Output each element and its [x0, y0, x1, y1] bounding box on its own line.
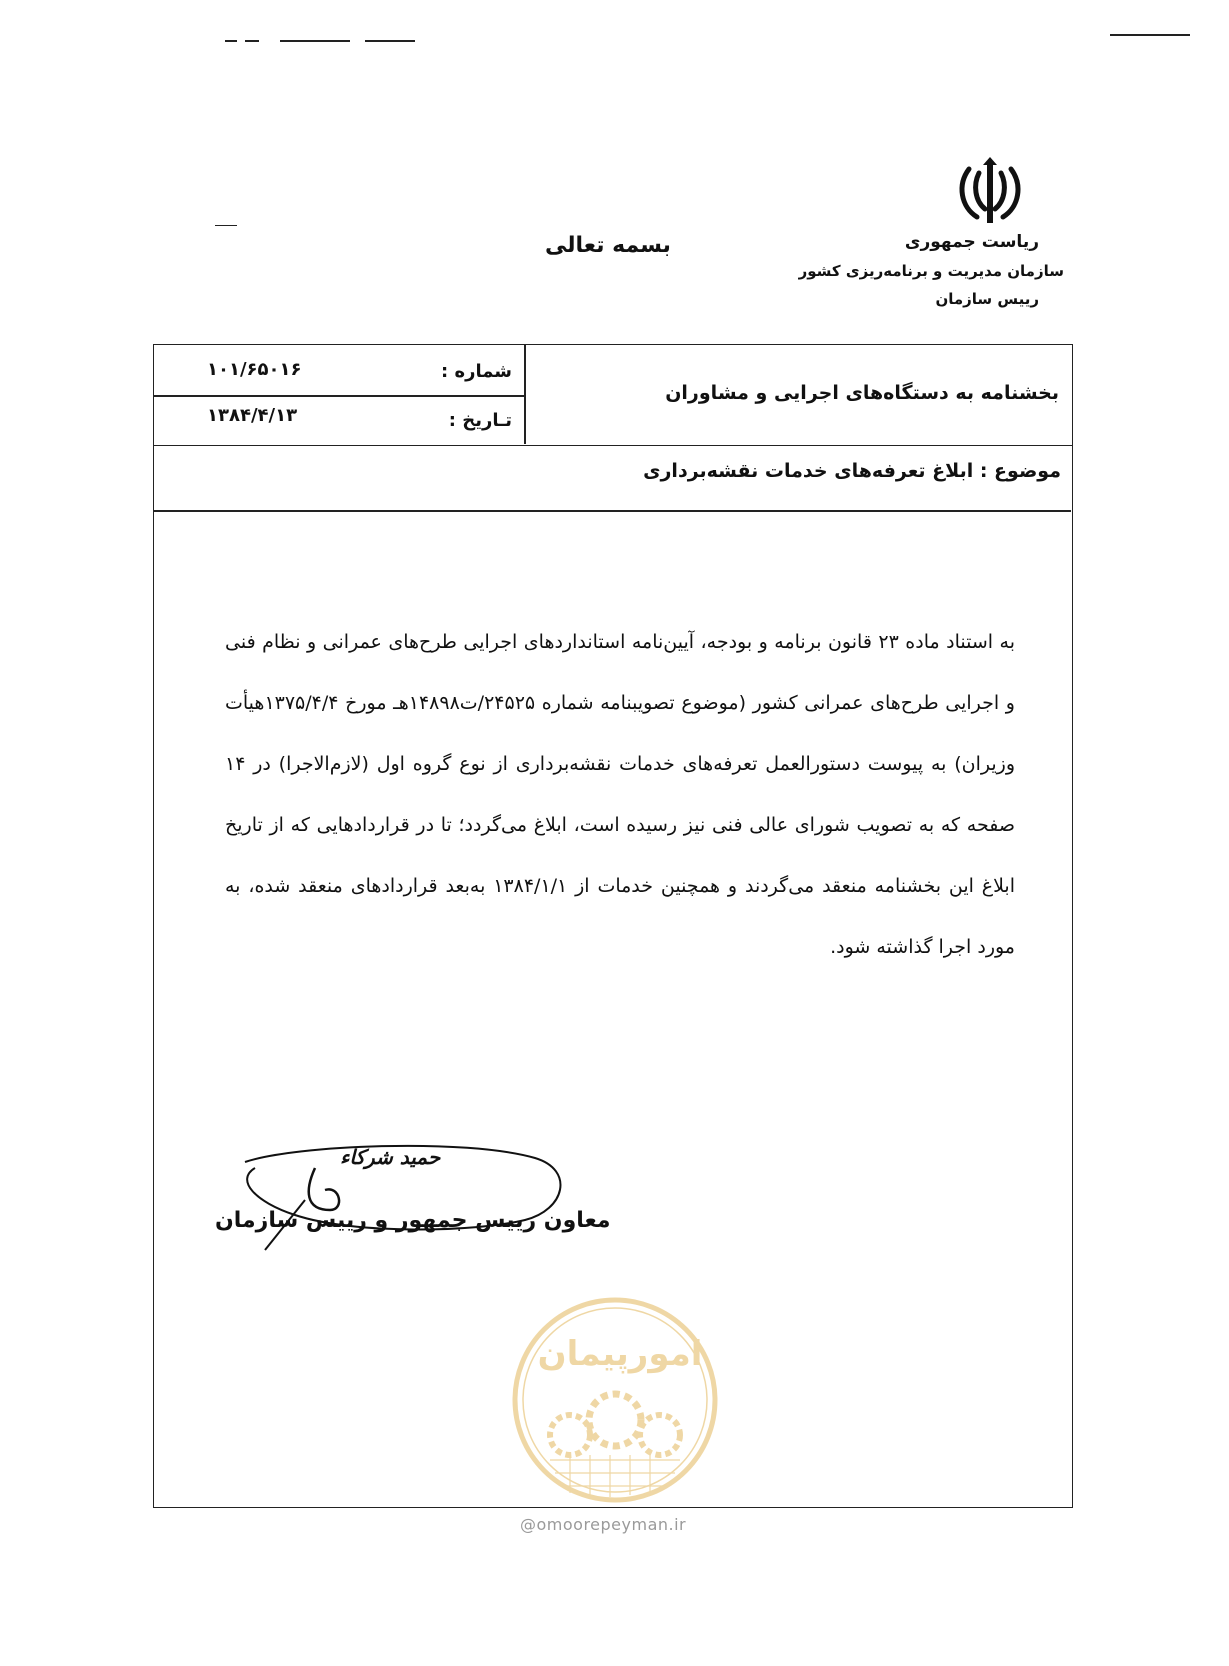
subject-divider — [153, 510, 1071, 512]
scan-mark — [1110, 34, 1190, 36]
org-title-organization: سازمان مدیریت و برنامه‌ریزی کشور — [798, 262, 1064, 280]
scan-mark — [245, 40, 259, 42]
org-title-presidency: ریاست جمهوری — [904, 232, 1039, 252]
org-title-head: رییس سازمان — [935, 290, 1039, 308]
invocation-heading: بسمه تعالی — [545, 233, 671, 258]
number-value: ۱۰۱/۶۵۰۱۶ — [207, 359, 302, 380]
scan-mark — [365, 40, 415, 42]
iran-emblem-icon — [955, 155, 1025, 230]
header-divider — [524, 344, 526, 444]
letter-body: به استناد ماده ۲۳ قانون برنامه و بودجه، آیین‌نامه استانداردهای اجرایی طرح‌های عمرانی و نظام فنی و اجرایی طرح‌های عمرانی کشور (موضوع تصویبنامه شماره ۲۴۵۲۵/ت۱۴۸۹۸هـ مورخ ۱۳۷۵/۴/۴هیأت وزیران) به پیوست دستورالعمل تعرفه‌های خدمات نقشه‌برداری از نوع گروه اول (لازم‌الاجرا) در ۱۴ صفحه که به تصویب شورای عالی فنی نیز رسیده است، ابلاغ می‌گردد؛ تا در قراردادهایی که از تاریخ ابلاغ این بخشنامه منعقد می‌گردند و همچنین خدمات از ۱۳۸۴/۱/۱ به‌بعد قراردادهای منعقد شده، به مورد اجرا گذاشته شود. — [225, 631, 1015, 958]
scan-mark — [225, 40, 237, 42]
signatory-name: حمید شرکاء — [340, 1145, 441, 1169]
scan-mark — [215, 225, 237, 226]
subject-line: موضوع : ابلاغ تعرفه‌های خدمات نقشه‌برداری — [643, 460, 1061, 482]
meta-divider — [153, 395, 525, 397]
circular-title: بخشنامه به دستگاه‌های اجرایی و مشاوران — [665, 382, 1059, 404]
date-label: تـاریخ : — [448, 410, 512, 431]
number-label: شماره : — [441, 361, 512, 382]
watermark-seal-logo — [510, 1295, 720, 1505]
signatory-title: معاون رییس جمهور و رییس سازمان — [215, 1208, 611, 1233]
svg-text:امورپیمان: امورپیمان — [537, 1334, 703, 1374]
date-value: ۱۳۸۴/۴/۱۳ — [207, 405, 298, 426]
watermark-url: @omoorepeyman.ir — [520, 1515, 687, 1534]
scan-mark — [280, 40, 350, 42]
